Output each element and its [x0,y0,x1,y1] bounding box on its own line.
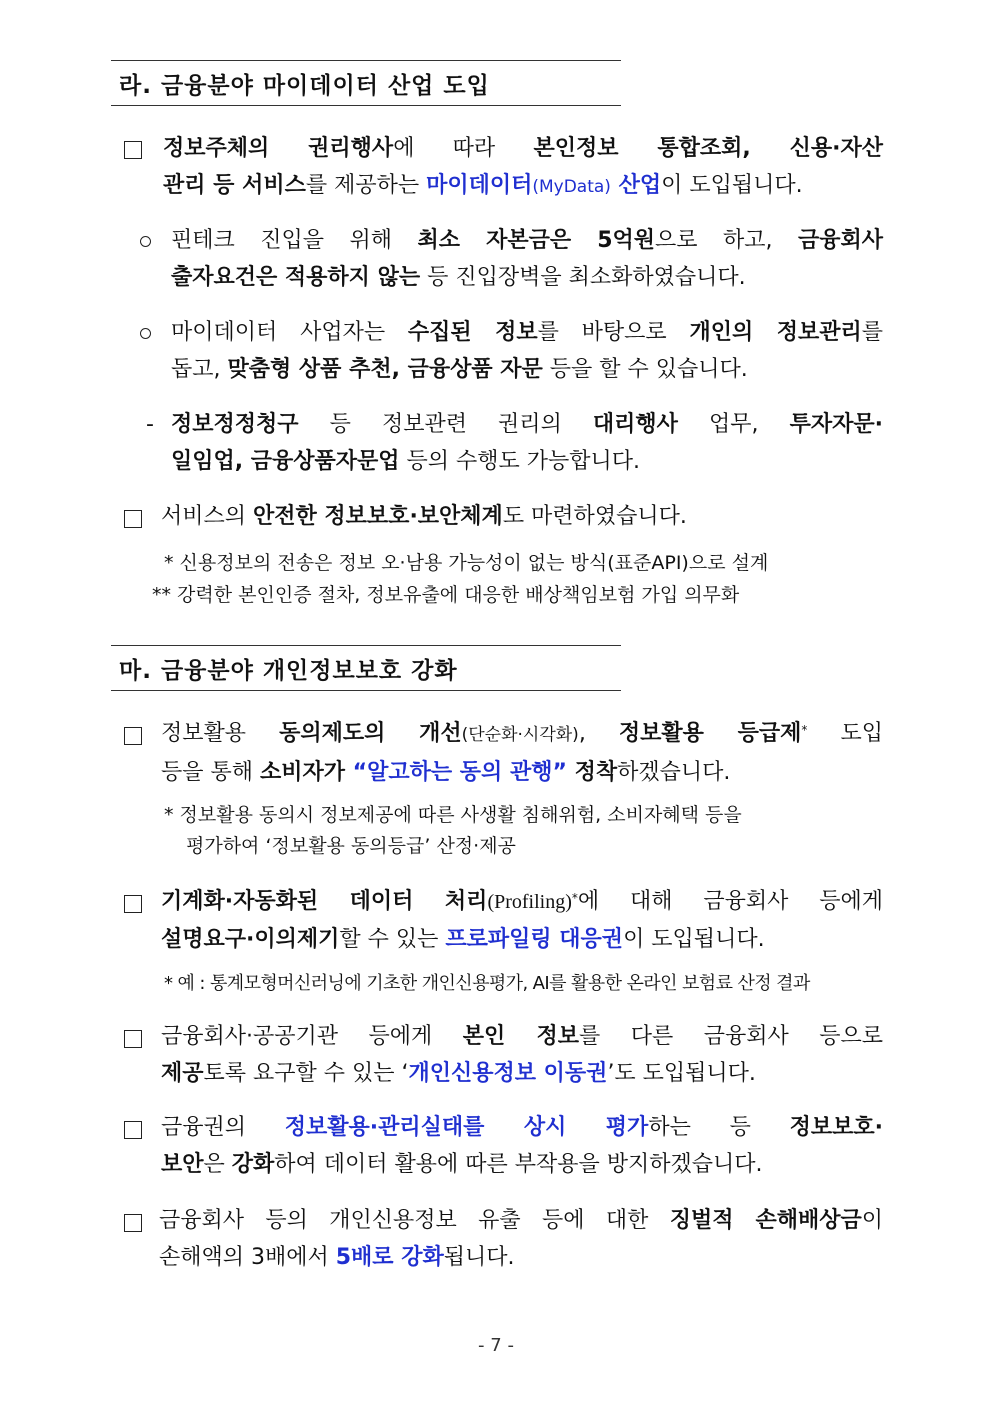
paragraph-line [161,883,883,921]
highlight-text: 프로파일링 대응권 [445,927,624,952]
body-text: 으로 하고, [655,228,798,253]
paragraph [171,222,883,296]
emphasis-text: 설명요구·이의제기 [161,927,340,952]
body-text: 이 도입됩니다. [623,927,765,952]
highlight-text: “알고하는 동의 관행” [352,760,567,785]
paragraph-line [171,443,883,480]
emphasis-text: 본인 정보 [462,1024,579,1049]
body-text: 할 수 있는 [339,927,446,952]
section-heading [111,645,621,691]
highlight-text: 개인신용정보 이동권 [408,1061,608,1086]
paragraph-line [161,715,883,754]
body-text: 에 따라 [393,136,534,161]
emphasis-text: 일임업, 금융상품자문업 [171,449,400,474]
body-text: 등 정보관련 권리의 [298,412,593,437]
paragraph-line [163,130,883,167]
body-text: 하겠습니다. [617,760,731,785]
emphasis-text: 정보주체의 권리행사 [163,136,394,161]
body-text: 를 바탕으로 [537,320,690,345]
body-text: 정보활용 [161,721,280,746]
section-heading [111,60,621,106]
paragraph-line [161,1109,883,1146]
emphasis-text: 최소 자본금은 5억원 [417,228,656,253]
paragraph-line [171,259,883,296]
body-text: 이 [861,1208,883,1233]
body-text: 금융회사 등의 개인신용정보 유출 등에 대한 [159,1208,670,1233]
checkbox-square-icon [124,1030,142,1048]
emphasis-text: 투자자문· [789,412,883,437]
checkbox-square-icon [124,895,142,913]
paragraph [161,883,883,958]
checkbox-square-icon [124,141,142,159]
emphasis-text: 동의제도의 개선 [279,721,462,746]
footnote-marker: * [801,723,808,737]
circle-bullet-icon [140,328,151,339]
body-text: 서비스의 [161,504,254,529]
body-text: 도 마련하였습니다. [502,504,687,529]
footnote-line: 평가하여 ‘정보활용 동의등급’ 산정·제공 [186,835,516,857]
emphasis-text: 보안 [161,1152,204,1177]
highlight-text: 마이데이터 [426,173,533,198]
highlight-text: 정보활용·관리실태를 상시 평가 [284,1115,649,1140]
body-text: 하여 데이터 활용에 따른 부작용을 방지하겠습니다. [274,1152,763,1177]
page-number: - 7 - [478,1335,514,1356]
section-title: 마. 금융분야 개인정보보호 강화 [119,657,458,684]
body-text: (Profiling) [487,891,572,913]
body-text: ’도 도입됩니다. [607,1061,756,1086]
highlight-text: (MyData) [532,177,611,197]
emphasis-text: 정보보호· [789,1115,883,1140]
paragraph-line [171,351,883,388]
footnote: * 예 : 통계모형머신러닝에 기초한 개인신용평가, AI를 활용한 온라인 보험료 산정 결과 [164,973,810,994]
emphasis-text: 징벌적 손해배상금 [669,1208,862,1233]
paragraph-line [161,754,883,791]
paragraph-line [159,1202,883,1239]
circle-bullet-icon [140,236,151,247]
paragraph-line [159,1239,883,1276]
emphasis-text: 맞춤형 상품 추천, 금융상품 자문 [227,357,543,382]
paragraph [161,498,883,535]
paragraph-line [171,406,883,443]
body-text: 를 제공하는 [305,173,427,198]
emphasis-text: 정보정정청구 [171,412,299,437]
footnote: ** 강력한 본인인증 절차, 정보유출에 대응한 배상책임보험 가입 의무화 [152,584,740,606]
checkbox-square-icon [124,1214,142,1232]
paragraph-line [161,1018,883,1055]
footnote: * 신용정보의 전송은 정보 오·남용 가능성이 없는 방식(표준API)으로 설계 [164,552,769,574]
emphasis-text: 강화 [231,1152,275,1177]
body-text: 등을 할 수 있습니다. [542,357,748,382]
body-text: 손해액의 3배에서 [159,1245,336,1270]
paragraph [163,130,883,206]
body-text: 토록 요구할 수 있는 ‘ [203,1061,409,1086]
body-text: 등을 통해 [161,760,260,785]
body-text: 도입 [807,721,883,746]
paragraph [161,1018,883,1092]
footnote-line: * 정보활용 동의시 정보제공에 따른 사생활 침해위험, 소비자혜택 등을 [164,804,742,826]
body-text: 등 진입장벽을 최소화하였습니다. [420,265,746,290]
body-text: 를 다른 금융회사 등으로 [578,1024,883,1049]
body-text: 등의 수행도 가능합니다. [399,449,641,474]
paragraph [161,715,883,791]
emphasis-text: 소비자가 [260,760,353,785]
body-text: 업무, [677,412,790,437]
dash-bullet: - [146,412,154,437]
highlight-text: 산업 [610,173,662,198]
paragraph-line [171,222,883,259]
body-text: 금융권의 [161,1115,285,1140]
paragraph [161,1109,883,1183]
emphasis-text: 본인정보 통합조회, 신용·자산 [533,136,883,161]
body-text: 에 대해 금융회사 등에게 [577,889,883,914]
body-text: 은 [203,1152,232,1177]
emphasis-text: 개인의 정보관리 [689,320,862,345]
highlight-text: 5배로 강화 [335,1245,444,1270]
body-text: (단순화·시각화) [461,725,579,745]
footnote [164,800,742,862]
body-text: 를 [861,320,883,345]
paragraph [171,314,883,388]
paragraph-line [161,921,883,958]
checkbox-square-icon [124,510,142,528]
body-text: 핀테크 진입을 위해 [171,228,418,253]
paragraph [159,1202,883,1276]
body-text: 돕고, [171,357,228,382]
paragraph-line [161,1146,883,1183]
paragraph-line [163,167,883,206]
paragraph-line [161,1055,883,1092]
checkbox-square-icon [124,1121,142,1139]
paragraph [171,406,883,480]
emphasis-text: 안전한 정보보호·보안체계 [253,504,503,529]
emphasis-text: 금융회사 [797,228,883,253]
checkbox-square-icon [124,727,142,745]
footnote-marker: * [571,891,578,905]
emphasis-text: 수집된 정보 [407,320,538,345]
body-text: 됩니다. [443,1245,515,1270]
emphasis-text: 기계화·자동화된 데이터 처리 [161,889,488,914]
paragraph-line [161,498,883,535]
body-text: 금융회사·공공기관 등에게 [161,1024,463,1049]
section-title: 라. 금융분야 마이데이터 산업 도입 [119,72,490,99]
body-text: 하는 등 [648,1115,790,1140]
body-text: 이 도입됩니다. [661,173,803,198]
emphasis-text: 제공 [161,1061,204,1086]
body-text: 마이데이터 사업자는 [171,320,408,345]
emphasis-text: 정착 [566,760,618,785]
body-text: , [578,721,619,746]
emphasis-text: 출자요건은 적용하지 않는 [171,265,421,290]
emphasis-text: 대리행사 [592,412,678,437]
paragraph-line [171,314,883,351]
emphasis-text: 관리 등 서비스 [163,173,306,198]
emphasis-text: 정보활용 등급제 [618,721,802,746]
